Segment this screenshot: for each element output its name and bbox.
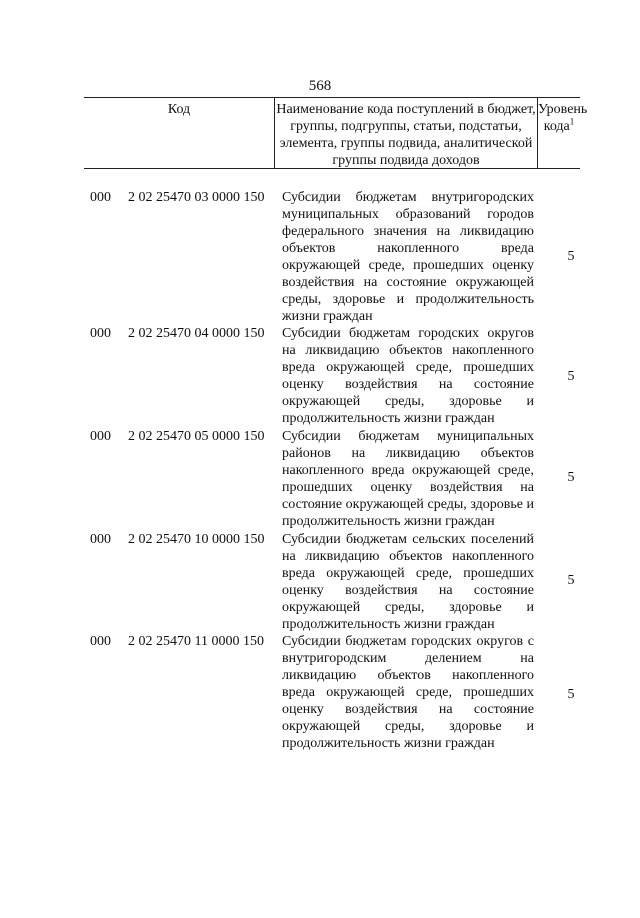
row-income-code: 2 02 25470 04 0000 150: [128, 326, 265, 341]
header-level: [538, 101, 588, 135]
row-admin-code: 000: [90, 634, 111, 649]
row-income-code: 2 02 25470 05 0000 150: [128, 429, 265, 444]
row-name: Субсидии бюджетам сельских поселений на ликвидацию объектов накопленного вреда окружающей среде, прошедших оценку воздействия на состояние окружающей среды, здоровье и продолжительность жизни граждан: [282, 532, 534, 632]
row-name: Субсидии бюджетам внутригородских муниципальных образований городов федерального значения на ликвидацию объектов накопленного вреда окружающей среде, прошедших оценку воздействия на состояние окружающей среды, здоровье и продолжительность жизни граждан: [282, 190, 534, 324]
row-admin-code: 000: [90, 532, 111, 547]
table-header: [84, 97, 588, 169]
row-level: 5: [567, 470, 575, 485]
header-level-footnote: 1: [569, 116, 575, 127]
row-income-code: 2 02 25470 11 0000 150: [128, 634, 264, 649]
row-income-code: 2 02 25470 10 0000 150: [128, 532, 265, 547]
header-level-label: Уровень кода: [538, 102, 588, 134]
row-level: 5: [567, 573, 575, 588]
row-income-code: 2 02 25470 03 0000 150: [128, 190, 265, 205]
row-level: 5: [567, 249, 575, 264]
row-level: 5: [567, 369, 575, 384]
row-name: Субсидии бюджетам городских округов с внутригородским делением на ликвидацию объектов накопленного вреда окружающей среде, прошедших оценку воздействия на состояние окружающей среды, здоровье и продолжительность жизни граждан: [282, 634, 534, 751]
header-code: Код: [167, 102, 191, 117]
row-admin-code: 000: [90, 190, 111, 205]
row-admin-code: 000: [90, 429, 111, 444]
row-name: Субсидии бюджетам муниципальных районов на ликвидацию объектов накопленного вреда окружающей среде, прошедших оценку воздействия на состояние окружающей среды, здоровье и продолжительность жизни граждан: [282, 429, 534, 529]
header-name: Наименование кода поступлений в бюджет, группы, подгруппы, статьи, подстатьи, элемента, группы подвида, аналитической группы подвида доходов: [276, 102, 536, 168]
page-number: 568: [308, 78, 332, 94]
row-level: 5: [567, 687, 575, 702]
row-name: Субсидии бюджетам городских округов на ликвидацию объектов накопленного вреда окружающей среде, прошедших оценку воздействия на состояние окружающей среды, здоровье и продолжительность жизни граждан: [282, 326, 534, 426]
row-admin-code: 000: [90, 326, 111, 341]
